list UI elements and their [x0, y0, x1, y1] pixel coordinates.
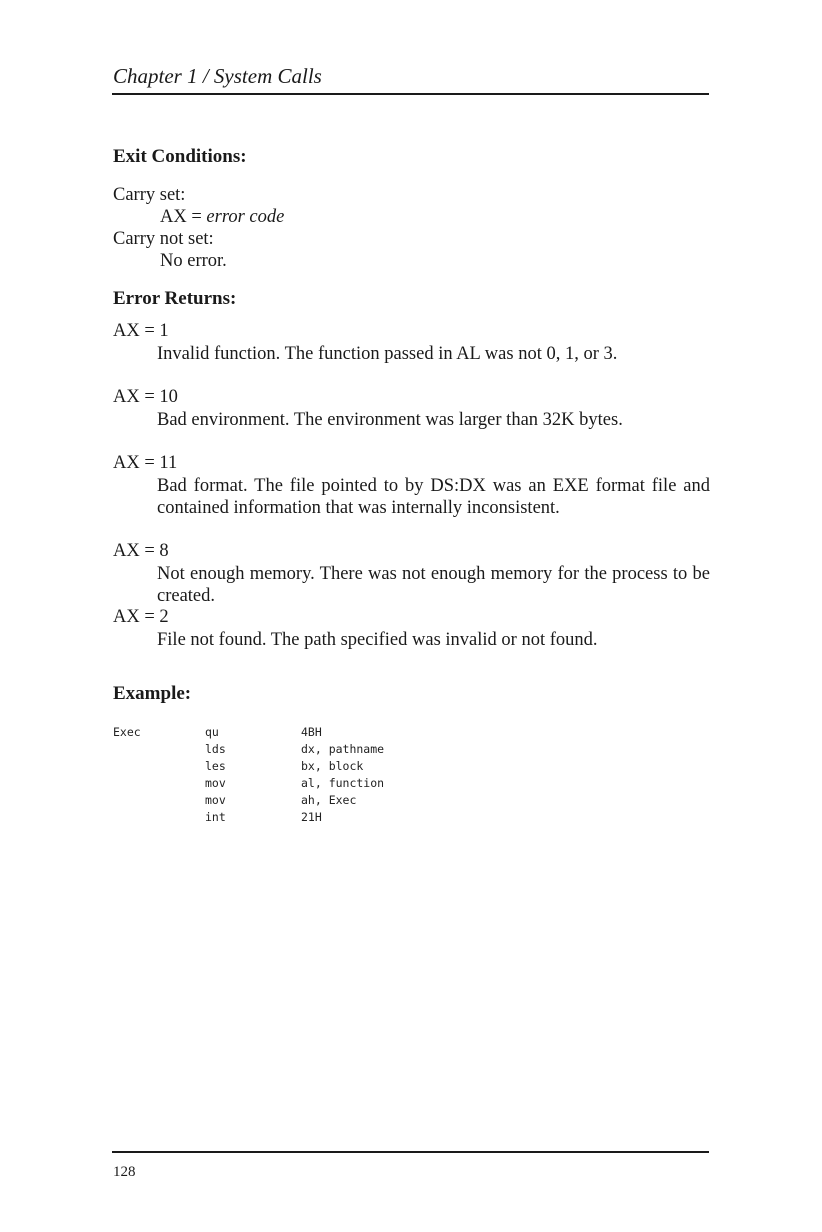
code-arg: 4BH — [301, 725, 322, 739]
error-description-ax1: Invalid function. The function passed in AL was not 0, 1, or 3. — [157, 344, 618, 364]
error-code-ax1: AX = 1 — [113, 321, 169, 341]
exit-conditions-heading: Exit Conditions: — [113, 146, 247, 167]
code-arg: ah, Exec — [301, 793, 357, 807]
code-arg: dx, pathname — [301, 742, 385, 756]
error-code-ax10: AX = 10 — [113, 387, 178, 407]
page-number: 128 — [113, 1164, 136, 1180]
code-arg: bx, block — [301, 759, 364, 773]
error-code-ax2: AX = 2 — [113, 607, 169, 627]
error-description-ax10: Bad environment. The environment was larger than 32K bytes. — [157, 410, 623, 430]
error-returns-heading: Error Returns: — [113, 288, 237, 309]
exit-ax-label: AX = — [160, 207, 202, 227]
exit-ax-line — [160, 207, 284, 228]
code-op: les — [205, 759, 226, 773]
footer-rule — [112, 1151, 709, 1153]
code-op: int — [205, 810, 226, 824]
code-op: qu — [205, 725, 219, 739]
no-error-text: No error. — [160, 251, 227, 271]
error-code-text: error code — [206, 207, 285, 227]
carry-set-label: Carry set: — [113, 185, 186, 205]
error-code-ax8: AX = 8 — [113, 541, 169, 561]
code-arg: al, function — [301, 776, 385, 790]
code-op: lds — [205, 742, 226, 756]
error-description-ax11: Bad format. The file pointed to by DS:DX was an EXE format file and contained information that was internally inconsistent. — [157, 476, 710, 518]
error-code-ax11: AX = 11 — [113, 453, 178, 473]
code-arg: 21H — [301, 810, 322, 824]
code-op: mov — [205, 776, 226, 790]
error-description-ax2: File not found. The path specified was invalid or not found. — [157, 630, 598, 650]
page-header-title: Chapter 1 / System Calls — [113, 64, 322, 88]
example-heading: Example: — [113, 683, 192, 704]
code-op: mov — [205, 793, 226, 807]
carry-not-set-label: Carry not set: — [113, 229, 214, 249]
header-rule — [112, 93, 709, 95]
code-label-exec: Exec — [113, 725, 141, 739]
error-description-ax8: Not enough memory. There was not enough memory for the process to be created. — [157, 564, 710, 606]
